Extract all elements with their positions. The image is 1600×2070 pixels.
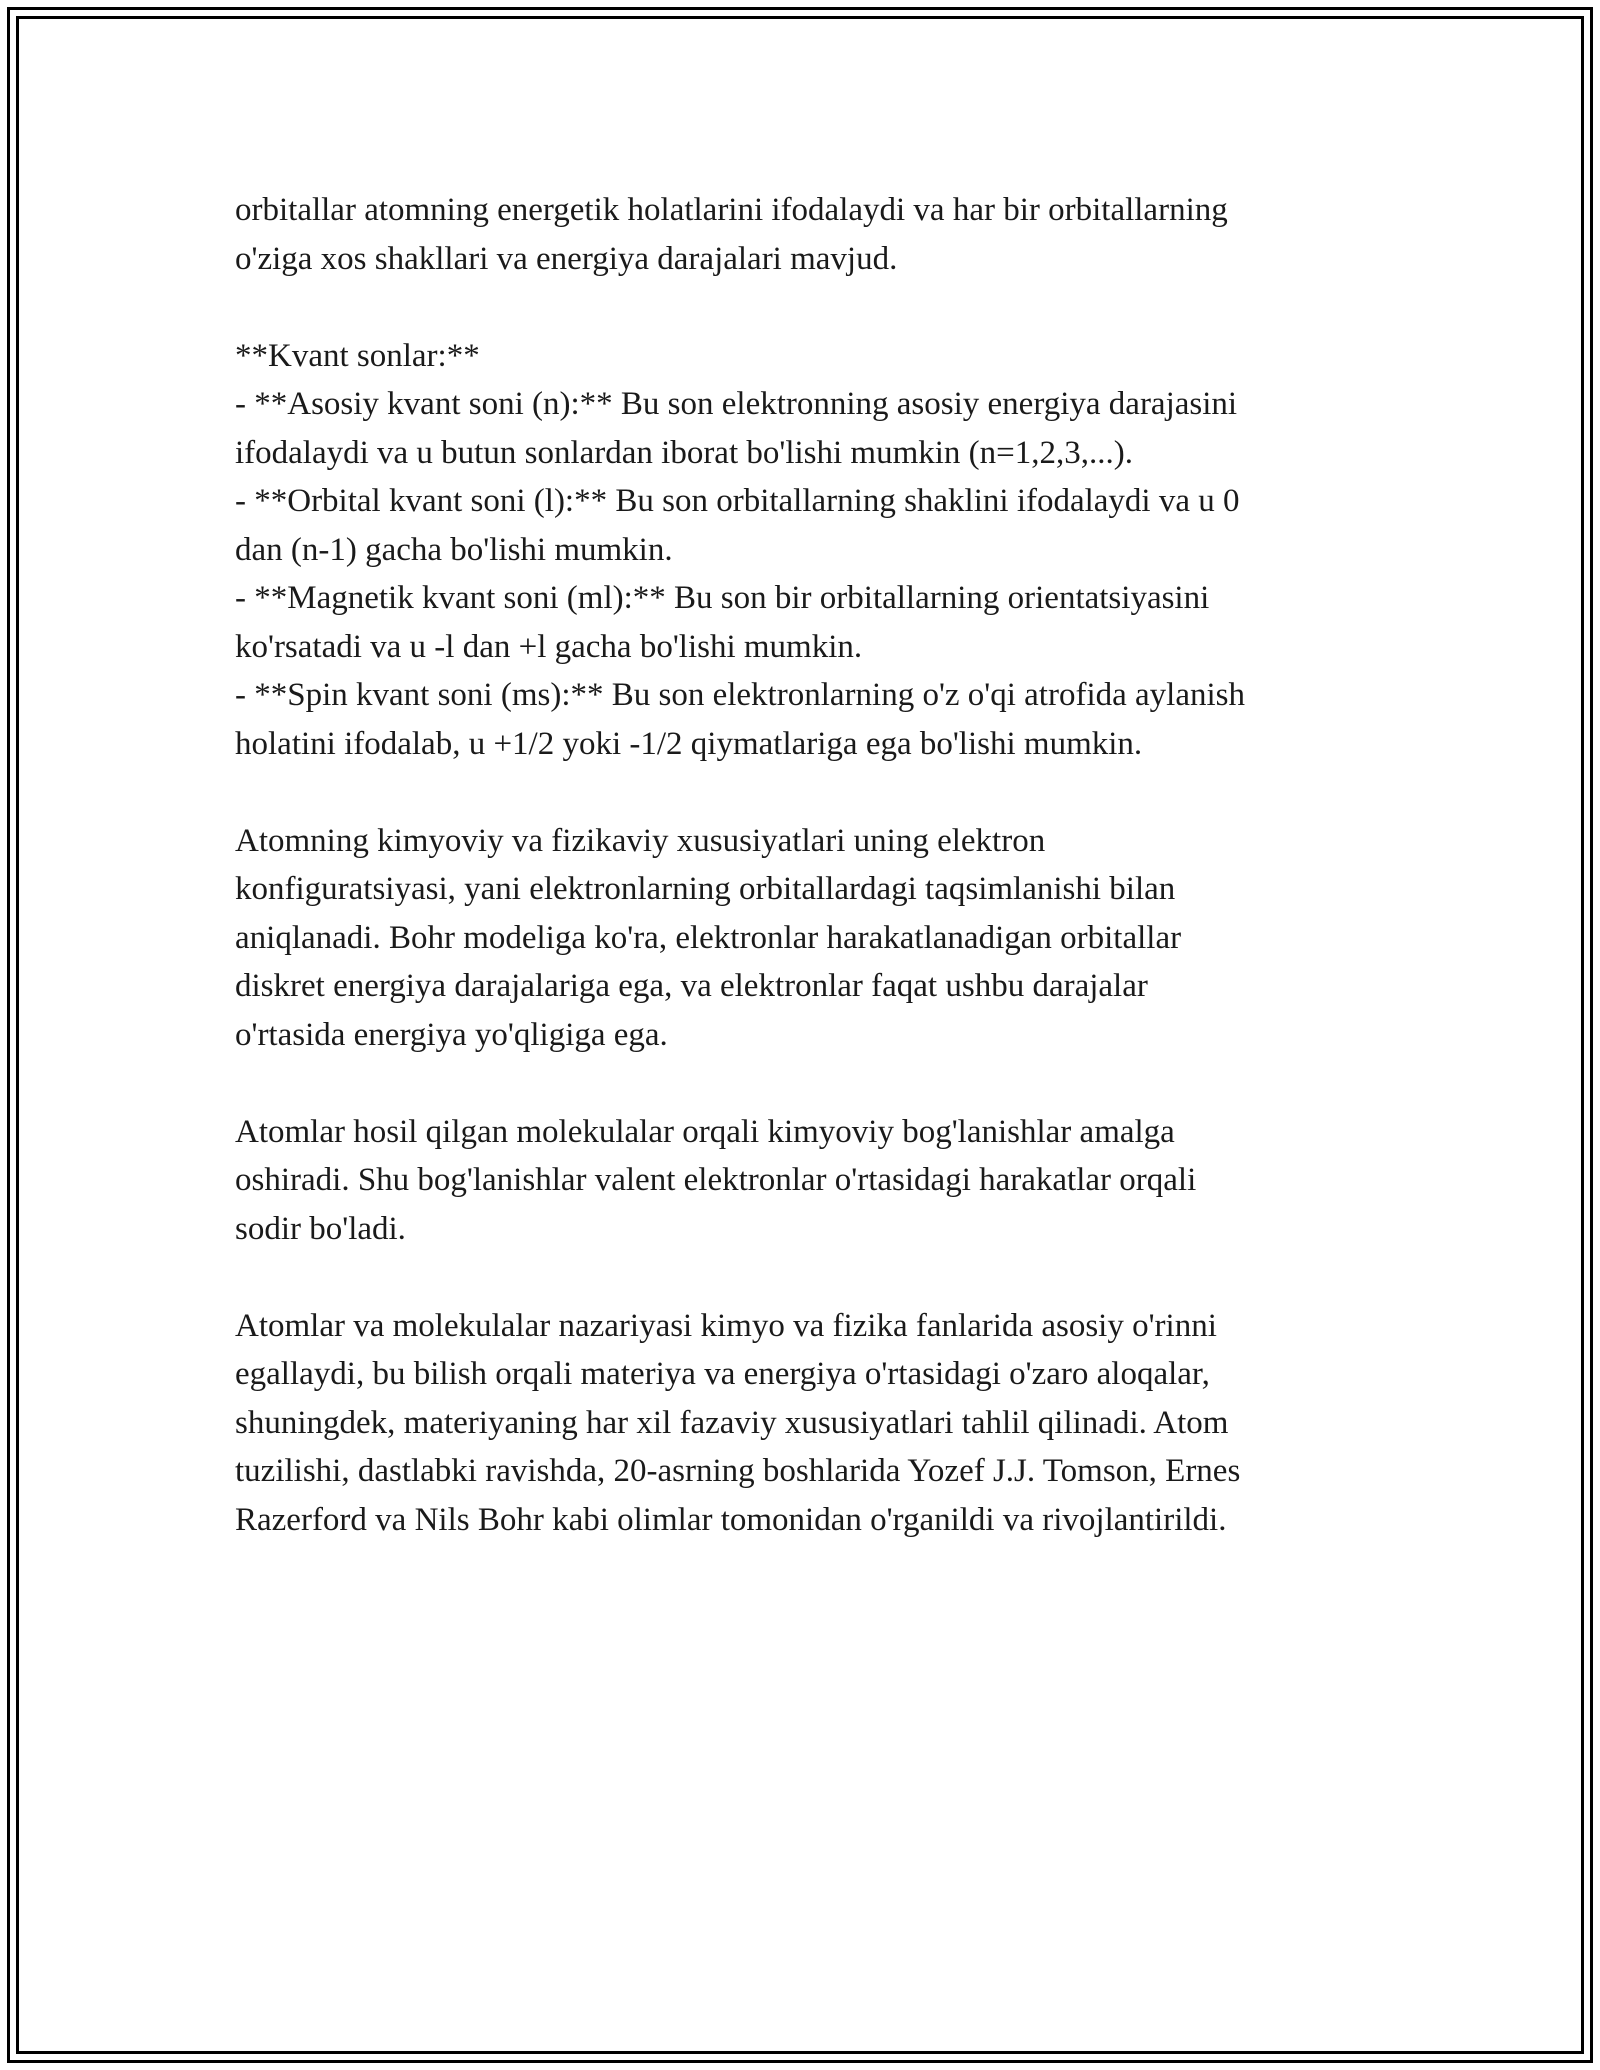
intro-paragraph: orbitallar atomning energetik holatlarini ifodalaydi va har bir orbitallarning o'ziga xos shakllari va energiya darajalari mavjud.	[235, 192, 1228, 277]
theory-paragraph: Atomlar va molekulalar nazariyasi kimyo va fizika fanlarida asosiy o'rinni egallaydi, bu bilish orqali materiya va energiya o'rtasidagi o'zaro aloqalar, shuningdek, materiyaning har xil fazaviy xususiyatlari tahlil qilinadi. Atom tuzilishi, dastlabki ravishda, 20-asrning boshlarida Yozef J.J. Tomson, Ernes Razerford va Nils Bohr kabi olimlar tomonidan o'rganildi va rivojlantirildi.	[235, 1307, 1241, 1538]
paragraph-spacer	[235, 768, 1375, 817]
quantum-item-magnetic: - **Magnetik kvant soni (ml):** Bu son bir orbitallarning orientatsiyasini ko'rsatadi va u -l dan +l gacha bo'lishi mumkin.	[235, 580, 1210, 665]
quantum-item-orbital: - **Orbital kvant soni (l):** Bu son orbitallarning shaklini ifodalaydi va u 0 dan (n-1) gacha bo'lishi mumkin.	[235, 483, 1240, 568]
paragraph-spacer	[235, 1253, 1375, 1302]
paragraph-spacer	[235, 283, 1375, 332]
molecules-paragraph: Atomlar hosil qilgan molekulalar orqali kimyoviy bog'lanishlar amalga oshiradi. Shu bog'lanishlar valent elektronlar o'rtasidagi harakatlar orqali sodir bo'ladi.	[235, 1113, 1197, 1247]
quantum-item-spin: - **Spin kvant soni (ms):** Bu son elektronlarning o'z o'qi atrofida aylanish holatini ifodalab, u +1/2 yoki -1/2 qiymatlariga ega bo'lishi mumkin.	[235, 677, 1245, 762]
quantum-item-principal: - **Asosiy kvant soni (n):** Bu son elektronning asosiy energiya darajasini ifodalaydi va u butun sonlardan iborat bo'lishi mumkin (n=1,2,3,...).	[235, 386, 1238, 471]
configuration-paragraph: Atomning kimyoviy va fizikaviy xususiyatlari uning elektron konfiguratsiyasi, yani elektronlarning orbitallardagi taqsimlanishi bilan aniqlanadi. Bohr modeliga ko'ra, elektronlar harakatlanadigan orbitallar diskret energiya darajalariga ega, va elektronlar faqat ushbu darajalar o'rtasida energiya yo'qligiga ega.	[235, 822, 1182, 1053]
quantum-heading: **Kvant sonlar:**	[235, 337, 480, 374]
document-body	[235, 186, 1375, 1544]
paragraph-spacer	[235, 1059, 1375, 1108]
